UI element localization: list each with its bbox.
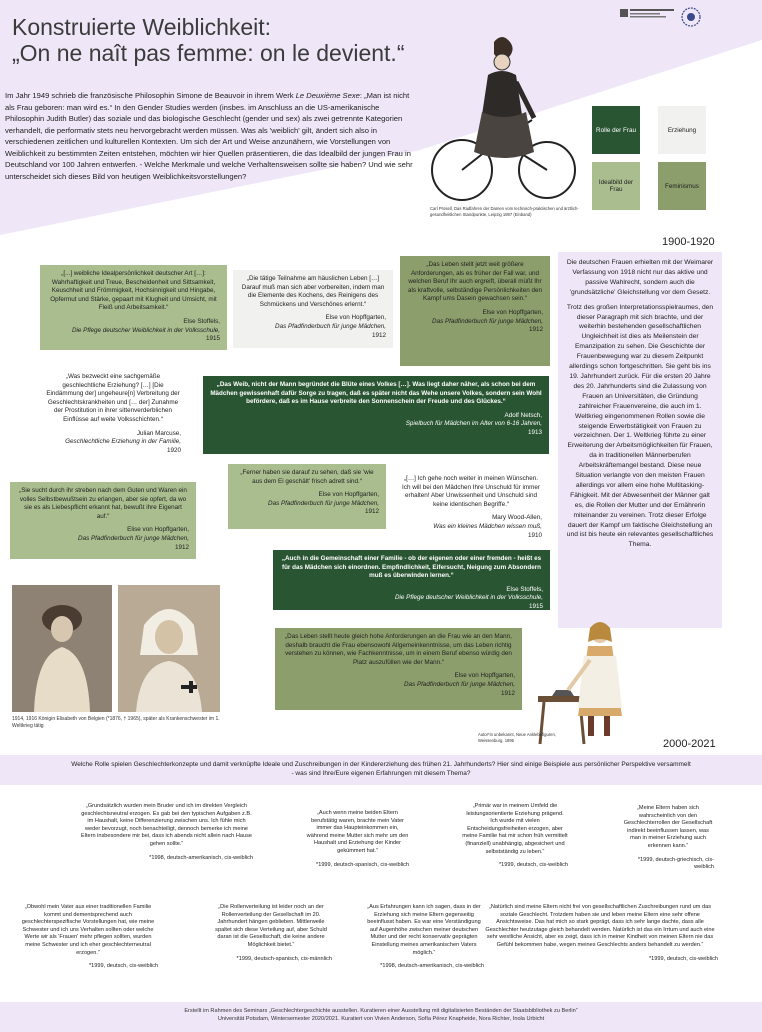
modern-quote (306, 810, 409, 869)
page-title (12, 14, 404, 66)
quote-work: Das Pfadfinderbuch für junge Mädchen, (78, 534, 189, 542)
quote-year: 1915 (528, 602, 543, 610)
modern-quote (364, 904, 484, 971)
quote-work: Das Pfadfinderbuch für junge Mädchen, (275, 322, 386, 330)
nurse-portrait-icon (118, 585, 220, 712)
quote-text: „Auch in die Gemeinschaft einer Familie - ob der eigenen oder einer fremden - heißt es für das Mädchen sich einordnen. Empfindlichkeit, Eifersucht, Neigung zum Absondern muß es überwinden lernen.“ (281, 555, 542, 580)
modern-quote-attribution: *1999, deutsch, cis-weiblich (498, 862, 568, 869)
modern-quote-text: „Primär war in meinem Umfeld die leistungsorientierte Erziehung prägend. Ich wurde mit vielen Entscheidungsfreiheiten erzogen, aber meine Familie hat mir schon früh vermittelt (finanziell) unabhängig, abgesichert und selbstständig zu leben.“ (462, 803, 568, 855)
quote-text: „Das Weib, nicht der Mann begründet die Blüte eines Volkes […]. Was liegt daher näher, als schon bei dem Mädchen gewissenhaft dafür Sorge zu tragen, daß es später nicht das Wehe unsere Volkes, sondern sein Wohl befördere, daß es im Hause verbreite den Sonnenschein der Freude und des Glückes.“ (210, 381, 542, 406)
modern-quote (80, 803, 253, 862)
concept-idealbild (592, 162, 640, 210)
modern-quote-text: „Auch wenn meine beiden Eltern berufstätig waren, brachte mein Vater immer das Haupteinkommen ein, während meine Mutter sich mehr um den Haushalt und Erziehung der Kinder gekümmert hat.“ (306, 810, 409, 854)
modern-quote-text: „Grundsätzlich wurden mein Bruder und ich im direkten Vergleich geschlechtsneutral erzogen. Es gab bei den typischen Aufgaben z.B. im Haushalt, keine Differenzierung zwischen uns. Ich fühle mich weder bevorzugt, noch benachteiligt, dennoch bemerke ich meine Eltern insbesondere mir bei, dass ich abends nicht allein nach Hause gehen sollte.“ (80, 803, 253, 847)
modern-quote-attribution: *1999, deutsch, cis-weiblich (88, 963, 158, 970)
quote-card (400, 256, 550, 366)
sidebar-paragraph-2: Trotz des großen Interpretationsspielraumes, den dieser Paragraph mit sich brachte, und der weiterhin bestehenden gesellschaftlichen Ungleichheit ist dies als Meilenstein der Emanzipation zu sehen. Die Geschichte der Frauenbewegung war zu diesem Zeitpunkt allerdings schon fortgeschritten. Sie geht bis ins 19. Jahrhundert zurück. Für die ersten 20 Jahre des 20. Jahrhunderts sind die Zulassung von Frauen an Universitäten, die Gründung zahlreicher Frauenvereine, die auch im 1. Weltkrieg eingenommenen Rollen sowie die steigende Erwerbstätigkeit von Frauen zu verzeichnen. Der 1. Weltkrieg führte zu einer Erweiterung der Arbeitsmöglichkeiten für Frauen, da in traditionellen Männerberufen Arbeitskräftemangel bestand. Diese neue Situation verlangte von den meisten Frauen allerdings vor allem eine hohe Multitasking-Fähigkeit. Mit der Abwesenheit der Männer galt es, die Rollen der Mutter und der Ernährerin miteinander zu vereinen. Trotz dieser Erfolge dauert der Kampf um faktische Gleichstellung an und ist bis heute ein relevantes gesellschaftliches Thema. (566, 303, 714, 549)
quote-work: Die Pflege deutscher Weiblichkeit in der Volksschule, (71, 326, 220, 334)
footer-line-2: Universität Potsdam, Wintersemester 2020/2021. Kuratiert von Vivien Anderson, Sofía Pérez Knapheide, Nora Richter, Inola Urbicht (217, 1015, 545, 1022)
modern-quote (18, 904, 158, 971)
concept-label: Rolle der Frau (596, 126, 636, 134)
quote-text: „Das Leben stellt jetzt weit größere Anforderungen, als es früher der Fall war, und welchen Beruf Ihr auch ergreift, überall müßt Ihr als kraftvolle, selbständige Persönlichkeiten den Kampf ums Dasein gewachsen sein.“ (407, 261, 543, 303)
quote-author: Else von Hopffgarten, (454, 672, 515, 680)
quote-author: Elise von Hopffgarten, (127, 526, 189, 534)
concept-label: Feminismus (665, 182, 699, 190)
intro-work-title: Le Deuxième Sexe (295, 91, 360, 100)
quote-work: Die Pflege deutscher Weiblichkeit in der Volksschule, (394, 594, 543, 602)
intro-part-2: : „Man ist nicht als Frau geboren: man wird es.“ In den Gender Studies werden (insbes. im Anschluss an die US-amerikanische Philosophin Judith Butler) das soziale und das biologische Geschlecht (gender und sex) als zwei getrennte Kategorien verhandelt, die performativ stets neu hervorgebracht werden müssen. Was als 'weiblich' gilt, ändert sich also in verschiedenen zeitlichen und kulturellen Kontexten. Um sich der Art und Weise anzunähern, wie Vorstellungen von Weiblichkeit zu bestimmten Zeiten entstehen, möchten wir hier Quellen präsentieren, die das Idealbild der jungen Frau in Deutschland vor 100 Jahren entwerfen. - Welche Merkmale und welche Verhaltensweisen sollte sie haben? Und wie sehr unterscheidet sich dieses Bild von heutigen Weiblichkeitsvorstellungen? (5, 91, 413, 181)
quote-author: Else von Hopffgarten, (318, 491, 379, 499)
university-logo (620, 6, 676, 24)
quote-year: 1912 (528, 326, 543, 334)
intro-part-1: Im Jahr 1949 schrieb die französische Philosophin Simone de Beauvoir in ihrem Werk (5, 91, 296, 100)
quote-card (275, 628, 522, 710)
photo-caption: 1914, 1916 Königin Elisabeth von Belgien (*1876, † 1965), später als Krankenschwester im 1. Weltkrieg tätig (12, 716, 220, 729)
quote-work: Das Pfadfinderbuch für junge Mädchen, (268, 499, 379, 507)
modern-quote-text: „Natürlich sind meine Eltern nicht frei von gesellschaftlichen Zuschreibungen rund um das soziale Geschlecht. Trotzdem haben sie und leben meine Eltern eine sehr offene Ansichtsweise. Das hat mich so stark geprägt, dass ich sehr lange dachte, dass alle Geschlechter heutzutage gleich behandelt werden. Natürlich ist das ein Irrtum und auch eine sehr westliche Ansicht, aber es zeigt, dass ich in meiner Kindheit von meinen Eltern nie das Gefühl bekommen habe, wegen meines Geschlechts anders behandelt zu werden.“ (485, 904, 715, 948)
quote-year: 1920 (166, 446, 181, 454)
modern-question (0, 760, 762, 778)
quote-text: „Das Leben stellt heute gleich hohe Anforderungen an die Frau wie an den Mann, deshalb braucht die Frau ebensowohl Allgemeinkenntnisse, um das Leben richtig verstehen zu können, wie Fachkenntnisse, um in einem Beruf ebenso würdig den Platz auszufüllen wie der Mann.“ (285, 633, 512, 666)
modern-quote-text: „Die Rollenverteilung ist leider noch an der Rollenverteilung der Gesellschaft im 20. Jahrhundert hängen geblieben. Mittlerweile spaltet sich diese Verteilung auf, aber Schuld daran ist die Gesellschaft, die keine andere Möglichkeit bietet.“ (215, 904, 327, 948)
concept-label: Idealbild der Frau (598, 179, 634, 193)
quote-work: Was ein kleines Mädchen wissen muß, (433, 522, 542, 530)
modern-quote-attribution: *1999, deutsch-griechisch, cis-weiblich (637, 856, 714, 871)
quote-year: 1912 (500, 689, 515, 697)
quote-text: „Ferner haben sie darauf zu sehen, daß sie 'wie aus dem Ei geschält' frisch adrett sind.“ (240, 469, 374, 485)
concept-label: Erziehung (667, 126, 697, 134)
title-line-1: Konstruierte Weiblichkeit: (12, 14, 272, 40)
quote-work: Geschlechtliche Erziehung in der Familie, (65, 438, 181, 446)
modern-quote (482, 904, 718, 963)
modern-quote-attribution: *1998, deutsch-amerikanisch, cis-weiblich (149, 854, 253, 861)
quote-author: Else von Hopffgarten, (325, 314, 386, 322)
modern-quote-text: „Obwohl mein Vater aus einer traditionellen Familie kommt und dementsprechend auch geschlechterspezifische Vorstellungen hat, wie meine Schwester und ich uns Verhalten sollten oder welche Werte wir als 'Frauen' mehr pflegen sollten, wurden meine Schwester und ich eher geschlechterneutral erzogen.“ (21, 904, 155, 956)
photo-nurse (118, 585, 220, 712)
modern-quote-text: „Meine Eltern haben sich wahrscheinlich von den Geschlechterrollen der Gesellschaft indirekt beeinflussen lassen, was man in meiner Erziehung auch erkennen kann.“ (623, 805, 713, 849)
quote-card (233, 270, 393, 348)
modern-quote (462, 803, 568, 870)
modern-quote-attribution: *1999, deutsch-spanisch, cis-weiblich (316, 861, 409, 868)
concept-feminismus (658, 162, 706, 210)
quote-year: 1913 (527, 428, 542, 436)
quote-text: „[...] weibliche Idealpersönlichkeit deutscher Art […]: Wahrhaftigkeit und Treue, Bescheidenheit und Sittsamkeit, Keuschheit und Frömmigkeit, Hochsinnigkeit und Hingabe, Opfermut und Stärke, gepaart mit Klugheit und Umsicht, mit Fleiß und Arbeitsamkeit.“ (50, 270, 217, 312)
intro-text (5, 90, 417, 182)
photo-queen-elisabeth (12, 585, 112, 712)
ironing-caption: Autor*in unbekannt, Neue Anklebefiguren, Weissenburg, 1895 (478, 732, 556, 743)
concept-rolle-der-frau (592, 106, 640, 154)
question-line-1: Welche Rolle spielen Geschlechterkonzepte und damit verknüpfte Ideale und Zuschreibungen in der Kindererziehung des frühen 21. Jahrhunderts? Hier sind einige Beispiele aus persönlicher Perspektive versammelt (71, 761, 691, 768)
quote-author: Adolf Netsch, (504, 411, 542, 419)
quote-card (273, 550, 550, 610)
history-sidebar (558, 252, 722, 628)
sidebar-paragraph-1: Die deutschen Frauen erhielten mit der Weimarer Verfassung von 1918 nicht nur das aktive und passive Wahlrecht, sondern auch die 'grundsätzliche' Gleichstellung vor dem Gesetz. (566, 259, 714, 296)
quote-card (203, 376, 549, 454)
portrait-icon (12, 585, 112, 712)
title-line-2: „On ne naît pas femme: on le devient.“ (12, 40, 405, 66)
footer-credits (0, 1008, 762, 1023)
quote-author: Julian Marcuse, (136, 429, 181, 437)
question-line-2: - was sind Ihre/Eure eigenen Erfahrungen mit diesem Thema? (291, 770, 471, 777)
modern-quote-attribution: *1998, deutsch-amerikanisch, cis-weiblich (380, 963, 484, 970)
quote-text: „Was bezweckt eine sachgemäße geschlechtliche Erziehung? […] [Die Eindämmung der] ungeheure[n] Verbreitung der Geschlechtskrankheiten und [… der] Zunahme der Prostitution in ihrer sittenverderblichen Einflüsse auf weite Volksschichten.“ (46, 373, 180, 423)
bicycle-woman-illustration (422, 20, 582, 210)
quote-author: Else Stoffels, (506, 585, 543, 593)
quote-text: „Sie sucht durch ihr streben nach dem Guten und Waren ein volles Selbstbewußtsein zu erlangen, aber sie opfert, da wo sie es als Liebespflicht erkannt hat, bewußt ihre Eigenart auf.“ (19, 487, 187, 520)
library-logo (680, 6, 702, 28)
quote-author: Mary Wood-Allen, (492, 514, 542, 522)
quote-card (40, 265, 227, 350)
quote-year: 1915 (205, 335, 220, 343)
modern-quote (210, 904, 332, 963)
quote-card (38, 368, 188, 466)
modern-quote-attribution: *1999, deutsch-spanisch, cis-männlich (236, 955, 332, 962)
quote-year: 1912 (364, 508, 379, 516)
quote-text: „Die tätige Teilnahme am häuslichen Leben […] Darauf muß man sich aber vorbereiten, indem man die Elemente des Kochens, des Reinigens des Schmückens und Verschönes erlernt.“ (241, 275, 385, 308)
university-logo-mark (620, 6, 676, 24)
quote-year: 1912 (174, 543, 189, 551)
footer-line-1: Erstellt im Rahmen des Seminars „Geschlechtergeschichte ausstellen. Kuratieren einer Ausstellung mit digitalisierten Beständen der Staatsbibliothek zu Berlin“ (184, 1008, 578, 1014)
quote-card (393, 470, 549, 542)
era-label-2000: 2000-2021 (663, 738, 716, 750)
quote-work: Spielbuch für Mädchen im Alter von 6-16 Jahren, (405, 420, 542, 428)
modern-quote-text: „Aus Erfahrungen kann ich sagen, dass in der Erziehung sich meine Eltern gegenseitig beeinflusst haben. Es war eine Verständigung auf Augenhöhe zwischen meiner deutschen Mutter und der recht konservativ geprägten Einstellung meines amerikanischen Vaters möglich.“ (367, 904, 481, 956)
modern-quote (622, 805, 714, 872)
quote-card (228, 464, 386, 529)
modern-quote-attribution: *1999, deutsch, cis-weiblich (648, 955, 718, 962)
quote-work: Das Pfadfinderbuch für junge Mädchen, (432, 317, 543, 325)
quote-year: 1910 (527, 531, 542, 539)
library-seal-icon (680, 6, 702, 28)
quote-work: Das Pfadfinderbuch für junge Mädchen, (404, 680, 515, 688)
quote-author: Else Stoffels, (183, 317, 220, 325)
concept-erziehung (658, 106, 706, 154)
quote-card (10, 482, 196, 559)
bicycle-caption: Carl Prosell, Das Radfahren der Damen vom technisch-praktischen und ärztlich-gesundheitlichen Standpunkte, Leipzig 1897 (Einband) (430, 206, 579, 217)
ironing-girl-illustration (528, 616, 658, 746)
quote-year: 1912 (371, 331, 386, 339)
quote-author: Else von Hopffgarten, (482, 308, 543, 316)
quote-text: „[…] Ich gehe noch weiter in meinen Wünschen. Ich will bei den Mädchen Ihre Unschuld für immer erhalten! Aber Unwissenheit und Unschuld sind keine identischen Begriffe.“ (402, 475, 540, 508)
era-label-1900: 1900-1920 (662, 236, 715, 248)
